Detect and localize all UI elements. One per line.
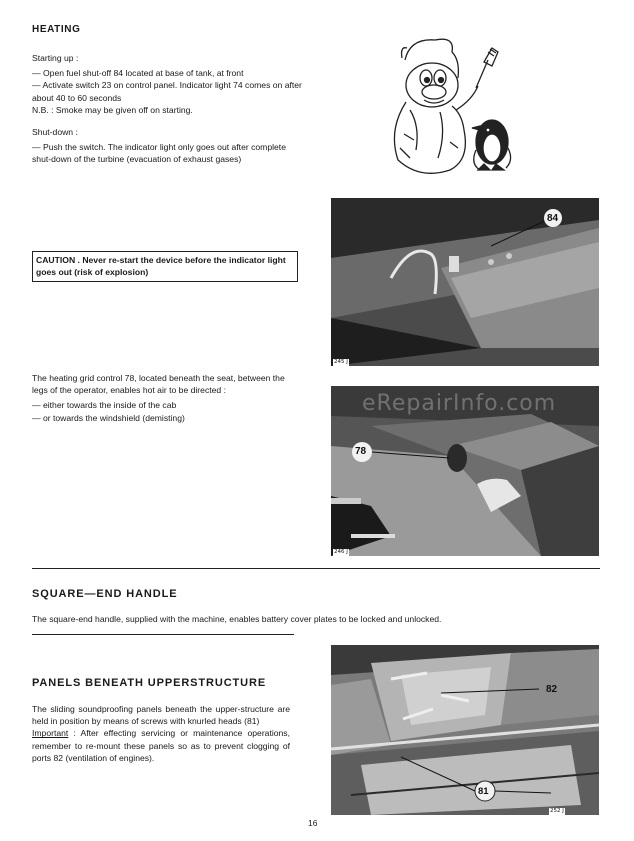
panels-title: PANELS BENEATH UPPERSTRUCTURE xyxy=(32,677,267,689)
panels-block xyxy=(32,703,290,764)
heating-grid-item-1: — either towards the inside of the cab xyxy=(32,400,177,411)
shutdown-line: — Push the switch. The indicator light only goes out after complete shut-down of the turbine (evacuation of exhaust gases) xyxy=(32,142,286,165)
shutdown-label: Shut-down : xyxy=(32,127,78,138)
heating-grid-block xyxy=(32,372,297,424)
square-end-title: SQUARE—END HANDLE xyxy=(32,588,178,600)
section-divider-2 xyxy=(32,634,294,635)
watermark: eRepairInfo.com xyxy=(362,391,557,416)
section-divider-1 xyxy=(32,568,600,569)
starting-line-1: — Open fuel shut-off 84 located at base of tank, at front xyxy=(32,68,244,79)
fig3-code: 252 J xyxy=(550,808,564,814)
important-text: : After effecting servicing or maintenance operations, remember to re-mount these panels so as to prevent clogging of ports 82 (ventilation of engines). xyxy=(32,728,290,763)
fig2-callout-78: 78 xyxy=(355,446,367,457)
heating-grid-item-2: — or towards the windshield (demisting) xyxy=(32,412,185,423)
heating-title: HEATING xyxy=(32,24,81,35)
photo-panels xyxy=(331,645,599,815)
square-end-text: The square-end handle, supplied with the machine, enables battery cover plates to be locked and unlocked. xyxy=(32,614,442,624)
starting-up-label: Starting up : xyxy=(32,53,79,63)
starting-up-block xyxy=(32,52,302,166)
fig3-callout-81: 81 xyxy=(478,786,489,797)
panels-text: The sliding soundproofing panels beneath the upper-structure are held in position by means of screws with knurled heads (81) xyxy=(32,704,290,727)
caution-label: CAUTION xyxy=(36,255,76,265)
fig1-code: 245 J xyxy=(334,359,348,365)
page-number: 16 xyxy=(308,818,318,828)
cartoon-illustration xyxy=(380,30,520,182)
starting-line-2: — Activate switch 23 on control panel. Indicator light 74 comes on after about 40 to 60 seconds xyxy=(32,80,302,103)
starting-line-3: N.B. : Smoke may be given off on starting. xyxy=(32,104,193,115)
photo-fuel-shutoff xyxy=(331,198,599,366)
caution-box xyxy=(32,251,298,282)
photo-fuel-shutoff-image xyxy=(331,198,599,366)
caution-text: . Never re-start the device before the indicator light goes out (risk of explosion) xyxy=(36,255,286,278)
photo-panels-image xyxy=(331,645,599,815)
heating-grid-text: The heating grid control 78, located beneath the seat, between the legs of the operator, enables hot air to be directed : xyxy=(32,373,285,396)
fig1-callout-84: 84 xyxy=(547,213,559,224)
cartoon-drawing xyxy=(380,30,520,182)
heating-grid-list xyxy=(32,399,297,423)
fig3-callout-82: 82 xyxy=(546,684,558,695)
important-label: Important xyxy=(32,728,69,739)
fig2-code: 246 J xyxy=(334,549,348,555)
